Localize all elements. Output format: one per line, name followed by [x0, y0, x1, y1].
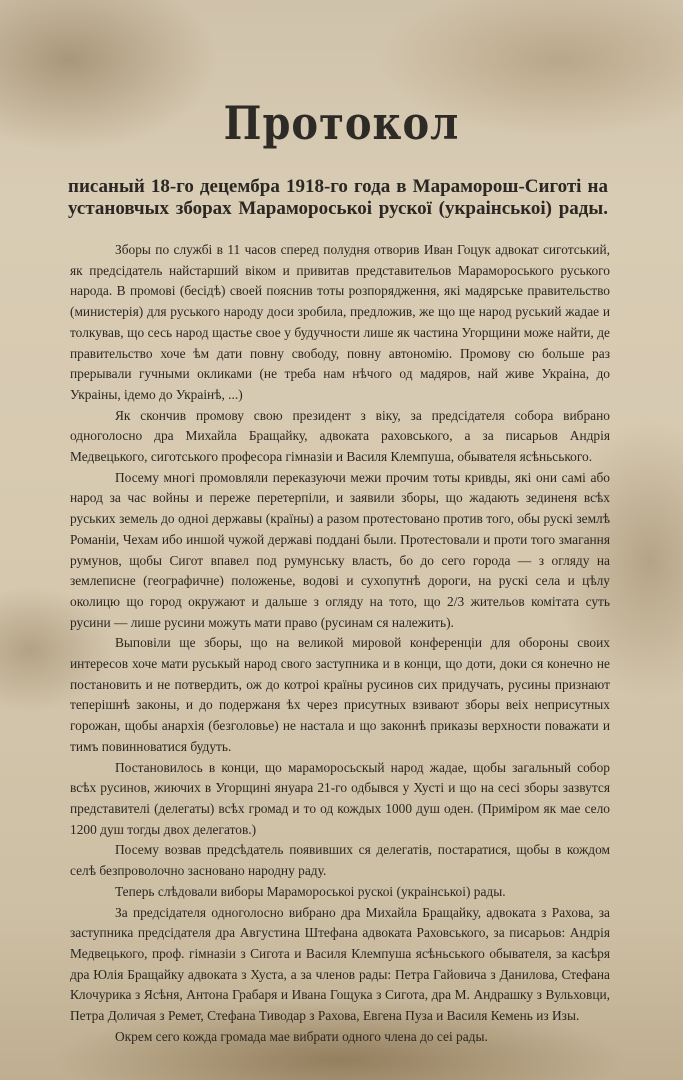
subtitle-line-1: писаный 18-го децембра 1918-го года в Мараморош-Сиготі на: [68, 176, 608, 197]
paragraph-opening: Зборы по службі в 11 часов сперед полудня отворив Иван Гоцук адвокат сиготський, як предсідатель найстарший віком и привитав представительов Марамороського руського народа. В промові (бесідѣ) своей пояснив тоты розпорядження, які мадярське правительство (министерія) для руського народу доси зробила, предложив, же що ще народ руський жадае и толкував, що сесь народ щастье свое у будучности лише як частина Угорщини може найти, де правительство хоче ѣм дати повну свободу, повну автономію. Промову сю больше раз прерывали гучными окликами (не треба нам нѣчого од мадяров, най живе Украіна, до Украіны, ідемо до Украінѣ, ...): [70, 242, 610, 402]
paragraph-closing: Окрем сего кожда громада мае вибрати одного члена до сеі рады.: [115, 1028, 488, 1044]
paragraph-council-members: За предсідателя одноголосно вибрано дра Михайла Бращайку, адвоката з Рахова, за заступника предсідателя дра Августина Штефана адвоката Раховського, за писарьов: Андрія Медвецького, проф. гімназіи з Сигота и Василя Клемпуша ясѣньського обывателя, за касѣря дра Юлія Бращайку адвоката з Хуста, а за членов рады: Петра Гайовича з Данилова, Стефана Клочурика з Ясѣня, Антона Грабаря и Ивана Гощука з Сигота, дра М. Андрашку з Вульховци, Петра Доличая з Ремет, Стефана Тиводар з Рахова, Евгена Пуза и Василя Кемень из Изы.: [70, 904, 610, 1024]
subtitle-line-2: установчых зборах Марамороськоі рускої (украінськоі) рады.: [68, 198, 608, 219]
paragraph-peace-conference: Выповіли ще зборы, що на великой мировой конференціи для обороны своих интересов хоче мати руськый народ свого заступника и в конци, що доти, доки ся конечно не постановить и не потвердить, ож до котроі країны русинов сих придучать, русины признают теперішнѣ законы, и до подержаня ѣх через присутных взивают зборы веіх неприсутных горожан, щобы анархія (безголовье) не настала и що законнѣ приказы верхности поважати и тимъ повинноватися будуть.: [70, 635, 610, 754]
document-subtitle: [68, 176, 608, 220]
paragraph-village-councils: Посему возвав предсѣдатель появивших ся делегатів, постаратися, щобы в кождом селѣ безпроволочно засновано народну раду.: [70, 842, 610, 879]
document-title: Протокол: [223, 96, 460, 151]
paragraph-election-presidium: Як скончив промову свою президент з віку, за предсідателя собора вибрано одноголосно дра Михайла Бращайку, адвоката раховського, а за писарьов Андрія Медвецького, сиготського професора гімназіи и Василя Клемпуша, обывателя ясѣньського.: [70, 407, 610, 465]
document-body: [70, 240, 610, 1047]
paragraph-protests: Посему многі промовляли переказуючи межи прочим тоты кривды, які они самі або народ за час войны и пережe перетерпіли, и заявили зборы, що жадають зединеня всѣх руських земель до одноі державы (країны) а разом протестовано против того, обы рускі землѣ Романіи, Чехам ибо иншой чужой державі поддані были. Протестовали и проти того змагання румунов, щобы Сигот впавел под румунську власть, бо до сего города — з огляду на землеписне (географичне) положенье, водові и сухопутнѣ дороги, на рускі села и цѣлу околицю що город окружают и дальше з огляду на тото, що 2/3 жительов комітата суть русини — лише русини можуть мати право (русинам ся належить).: [70, 469, 610, 630]
paragraph-council-elections: Теперь слѣдовали виборы Марамороськоі рускоі (украінськоі) рады.: [115, 883, 506, 899]
paragraph-general-assembly: Постановилось в конци, що мараморосьскый народ жадае, щобы загальный собор всѣх русинов, жиючих в Угорщині януара 21-го одбывся у Хусті и що на сесі зборы зазвутся представителі (делегаты) всѣх громад и то од кождых 1000 душ оден. (Примiром як мае село 1200 душ тогды двох делегатов.): [70, 759, 610, 837]
